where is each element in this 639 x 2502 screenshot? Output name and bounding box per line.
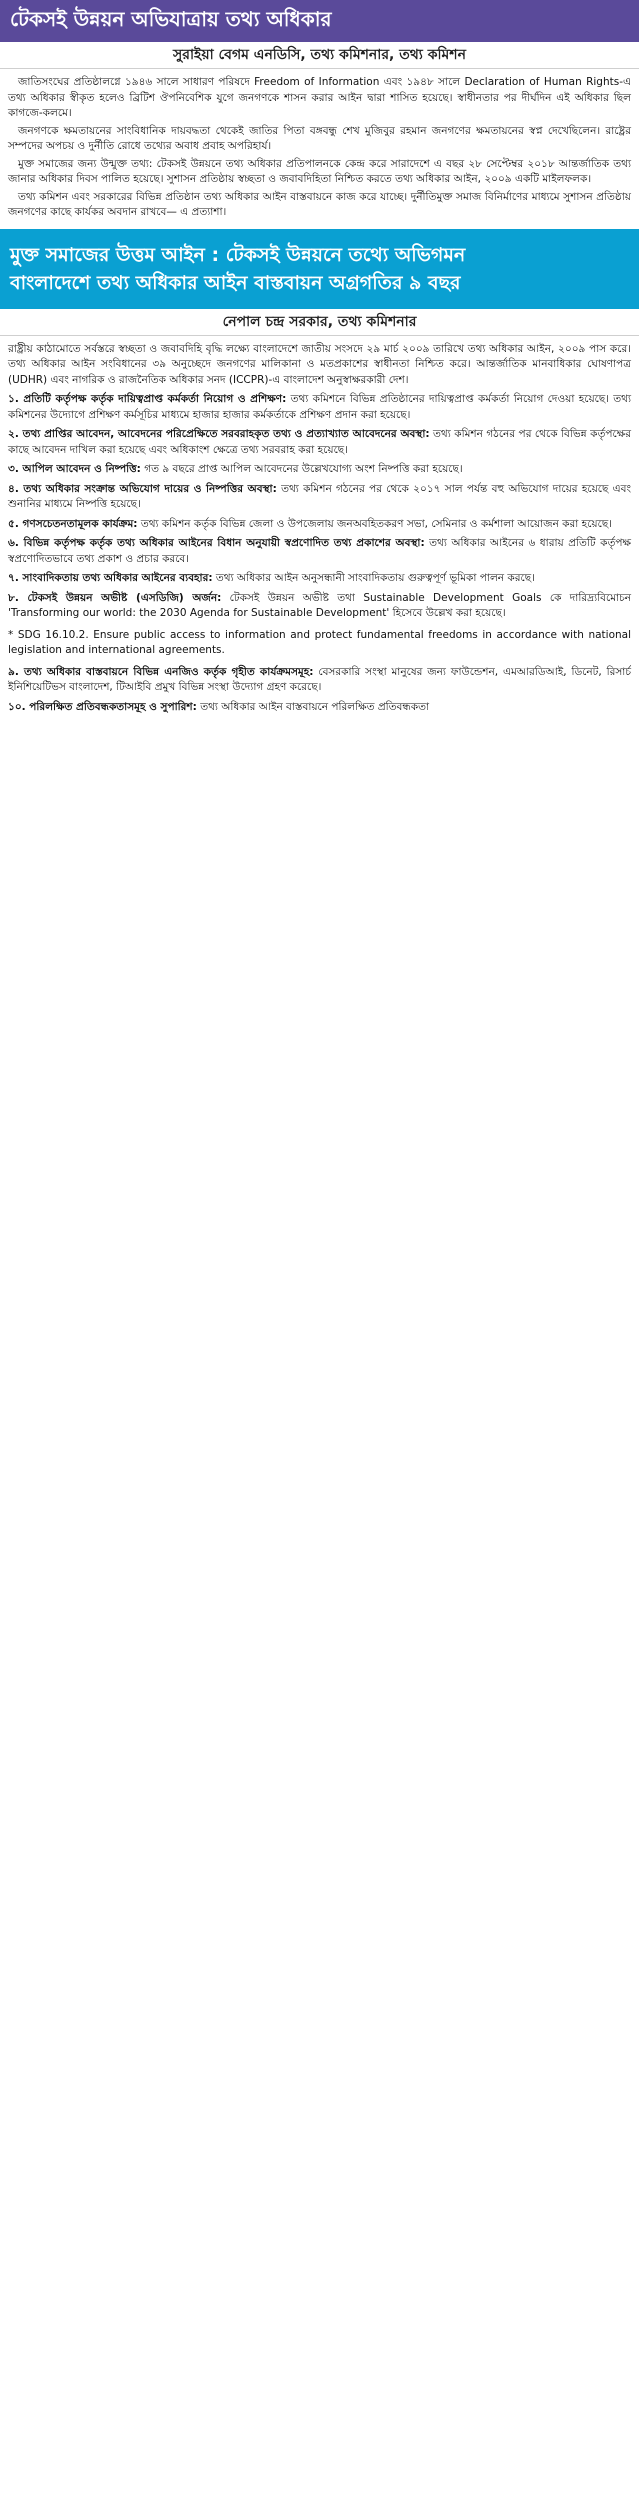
list-item-title: ২. তথ্য প্রাপ্তির আবেদন, আবেদনের পরিপ্রেক্ষিতে সরবরাহকৃত তথ্য ও প্রত্যাখ্যাত আবেদনের অবস্থা: (8, 428, 430, 440)
list-item-body: তথ্য অধিকার আইন বাস্তবায়নে পরিলক্ষিত প্রতিবন্ধকতা (200, 700, 429, 713)
list-item-title: ১০. পরিলক্ষিত প্রতিবন্ধকতাসমূহ ও সুপারিশ: (8, 700, 197, 713)
feature-title-line-2: বাংলাদেশে তথ্য অধিকার আইন বাস্তবায়ন অগ্রগতির ৯ বছর (10, 271, 461, 294)
list-item (8, 665, 631, 696)
list-item-title: ১. প্রতিটি কর্তৃপক্ষ কর্তৃক দায়িত্বপ্রাপ্ত কর্মকর্তা নিয়োগ ও প্রশিক্ষণ: (8, 393, 287, 405)
list-item (8, 591, 631, 622)
list-item (8, 700, 631, 716)
sdg-footnote: * SDG 16.10.2. Ensure public access to information and protect fundamental freedoms in accordance with national legislation and international agreements. (8, 628, 631, 656)
feature-byline (0, 309, 639, 336)
intro-section (0, 69, 639, 229)
intro-paragraph: তথ্য কমিশন এবং সরকারের বিভিন্ন প্রতিষ্ঠান তথ্য অধিকার আইন বাস্তবায়নে কাজ করে যাচ্ছে। দুর্নীতিমুক্ত সমাজ বিনির্মাণের মাধ্যমে সুশাসন প্রতিষ্ঠায় জনগণের কাছে কার্যকর অবদান রাখবে— এ প্রত্যাশা। (8, 190, 631, 218)
list-item-body: তথ্য অধিকার আইন অনুসন্ধানী সাংবাদিকতায় গুরুত্বপূর্ণ ভূমিকা পালন করছে। (215, 572, 535, 584)
author-line: সুরাইয়া বেগম এনডিসি, তথ্য কমিশনার, তথ্য কমিশন (173, 47, 466, 63)
list-item-body: তথ্য অধিকার আইনের ৬ ধারায় প্রতিটি কর্তৃপক্ষ স্বপ্রণোদিতভাবে তথ্য প্রকাশ ও প্রচার করবে। (8, 537, 631, 565)
lead-paragraph: রাষ্ট্রীয় কাঠামোতে সর্বস্তরে স্বচ্ছতা ও জবাবদিহি বৃদ্ধি লক্ষ্যে বাংলাদেশে জাতীয় সংসদে ২৯ মার্চ ২০০৯ তারিখে তথ্য অধিকার আইন, ২০০৯ পাস করে। তথ্য অধিকার আইন সংবিধানের ৩৯ অনুচ্ছেদে জনগণের মালিকানা ও মতপ্রকাশের স্বাধীনতা নিশ্চিত করে। আন্তর্জাতিক মানবাধিকার ঘোষণাপত্র (UDHR) এবং নাগরিক ও রাজনৈতিক অধিকার সনদ (ICCPR)-এ বাংলাদেশ অনুস্বাক্ষরকারী দেশ। (8, 342, 631, 386)
list-item-body: তথ্য কমিশন গঠনের পর থেকে বিভিন্ন কর্তৃপক্ষের কাছে আবেদন দাখিল করা হয়েছে এবং অধিকাংশ ক্ষেত্রে তথ্য সরবরাহ করা হয়েছে। (8, 428, 631, 456)
intro-paragraph: জাতিসংঘের প্রতিষ্ঠালগ্নে ১৯৪৬ সালে সাধারণ পরিষদে Freedom of Information এবং ১৯৪৮ সালে Declaration of Human Rights-এ তথ্য অধিকার স্বীকৃত হলেও ব্রিটিশ ঔপনিবেশিক যুগে জনগণকে শাসন করার আইন দ্বারা শাসিত হয়েছে। স্বাধীনতার পর দীর্ঘদিন এই অধিকার ছিল কাগজে-কলমে। (8, 76, 631, 119)
list-item-title: ৩. আপিল আবেদন ও নিষ্পত্তি: (8, 463, 141, 475)
article-title-banner (0, 0, 639, 42)
list-item-body: তথ্য কমিশন কর্তৃক বিভিন্ন জেলা ও উপজেলায় জনঅবহিতকরণ সভা, সেমিনার ও কর্মশালা আয়োজন করা হয়েছে। (140, 517, 612, 530)
article-byline (0, 42, 639, 69)
list-item (8, 462, 631, 478)
list-item-title: ৬. বিভিন্ন কর্তৃপক্ষ কর্তৃক তথ্য অধিকার আইনের বিধান অনুযায়ী স্বপ্রণোদিত তথ্য প্রকাশের অবস্থা: (8, 537, 425, 549)
list-item-body: তথ্য কমিশন গঠনের পর থেকে ২০১৭ সাল পর্যন্ত বহু অভিযোগ দায়ের হয়েছে এবং শুনানির মাধ্যমে নিষ্পত্তি হয়েছে। (8, 482, 631, 510)
list-item-body: গত ৯ বছরে প্রাপ্ত আপিল আবেদনের উল্লেখযোগ্য অংশ নিষ্পত্তি করা হয়েছে। (144, 463, 463, 475)
list-item (8, 392, 631, 423)
intro-paragraph: জনগণকে ক্ষমতায়নের সাংবিধানিক দায়বদ্ধতা থেকেই জাতির পিতা বঙ্গবন্ধু শেখ মুজিবুর রহমান জনগণের ক্ষমতায়নের স্বপ্ন দেখেছিলেন। রাষ্ট্রের সম্পদের অপচয় ও দুর্নীতি রোধে তথ্যের অবাধ প্রবাহ অপরিহার্য। (8, 124, 631, 152)
feature-author-line: নেপাল চন্দ্র সরকার, তথ্য কমিশনার (222, 313, 417, 330)
list-item (8, 517, 631, 533)
feature-banner (0, 229, 639, 309)
article-title: টেকসই উন্নয়ন অভিযাত্রায় তথ্য অধিকার (10, 6, 332, 31)
list-item-title: ৪. তথ্য অধিকার সংক্রান্ত অভিযোগ দায়ের ও নিষ্পত্তির অবস্থা: (8, 482, 277, 495)
list-item-title: ৮. টেকসই উন্নয়ন অভীষ্ট (এসডিজি) অর্জন: (8, 591, 222, 604)
list-item (8, 536, 631, 567)
feature-title-line-1: মুক্ত সমাজের উত্তম আইন : টেকসই উন্নয়নে তথ্যে অভিগমন (10, 243, 466, 266)
list-item-title: ৭. সাংবাদিকতায় তথ্য অধিকার আইনের ব্যবহার: (8, 572, 213, 584)
list-item (8, 482, 631, 513)
list-item-body: টেকসই উন্নয়ন অভীষ্ট তথা Sustainable Development Goals কে দারিদ্র্যবিমোচন 'Transforming our world: the 2030 Agenda for Sustainable Development' হিসেবে উল্লেখ করা হয়েছে। (8, 591, 632, 619)
list-item-body: তথ্য কমিশনে বিভিন্ন প্রতিষ্ঠানের দায়িত্বপ্রাপ্ত কর্মকর্তা নিয়োগ দেওয়া হয়েছে। তথ্য কমিশনের উদ্যোগে প্রশিক্ষণ কর্মসূচির মাধ্যমে হাজার হাজার কর্মকর্তাকে প্রশিক্ষণ প্রদান করা হয়েছে। (8, 393, 631, 421)
list-item-title: ৯. তথ্য অধিকার বাস্তবায়নে বিভিন্ন এনজিও কর্তৃক গৃহীত কার্যক্রমসমূহ: (8, 665, 314, 678)
list-item (8, 571, 631, 587)
list-item-title: ৫. গণসচেতনতামূলক কার্যক্রম: (8, 517, 138, 530)
list-item (8, 427, 631, 458)
list-item-body: বেসরকারি সংস্থা মানুষের জন্য ফাউন্ডেশন, এমআরডিআই, ডিনেট, রিসার্চ ইনিশিয়েটিভস বাংলাদেশ, টিআইবি প্রমুখ বিভিন্ন সংস্থা উদ্যোগ গ্রহণ করেছে। (8, 665, 631, 693)
intro-paragraph: মুক্ত সমাজের জন্য উন্মুক্ত তথ্য: টেকসই উন্নয়নে তথ্য অধিকার প্রতিপালনকে কেন্দ্র করে সারাদেশে এ বছর ২৮ সেপ্টেম্বর ২০১৮ আন্তর্জাতিক তথ্য জানার অধিকার দিবস পালিত হয়েছে। সুশাসন প্রতিষ্ঠায় স্বচ্ছতা ও জবাবদিহিতা নিশ্চিত করতে তথ্য অধিকার আইন, ২০০৯ একটি মাইলফলক। (8, 157, 631, 185)
feature-body (0, 336, 639, 726)
